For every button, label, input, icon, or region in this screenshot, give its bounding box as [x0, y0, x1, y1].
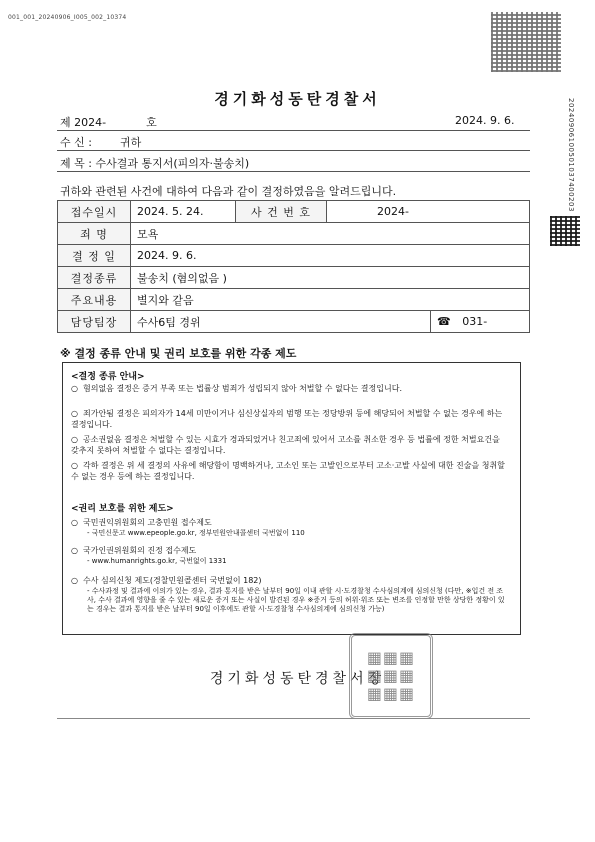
qr-code [491, 12, 561, 72]
received-label: 접수일시 [58, 201, 131, 223]
recipient: 수 신 : 귀하 [60, 136, 142, 149]
list-item: ○ 국민권익위원회의 고충민원 접수제도 [71, 518, 212, 527]
case-no-value: 2024- [327, 201, 530, 223]
document-id: 001_001_20240906_I005_002_10374 [8, 14, 127, 21]
phone-icon: ☎ [437, 315, 451, 328]
guide-heading: <결정 종류 안내> [71, 372, 145, 382]
divider [57, 130, 530, 131]
list-item: ○ 각하 결정은 위 세 결정의 사유에 해당함이 명백하거나, 고소인 또는 고발인으로부터 고소·고발 사실에 대한 진술을 청취할 수 없는 경우 등에 하는 결정입니다. [71, 461, 505, 481]
divider [57, 150, 530, 151]
list-item-detail: - 수사과정 및 결과에 이의가 있는 경우, 결과 통지를 받은 날부터 90일 이내 관할 시·도경찰청 수사심의계에 심의신청 (다만, ※입건 전 조사, 수사 결과에 영향을 줄 수 있는 새로운 증거 또는 사실이 발견된 경우 ※증거 등의 허위·위조 또는 변조를 인정할 만한 상당한 정황이 있는 경우는 결과 통지를 받은 날부터 90일 이후에도 관할 시·도경찰청 수사심의계에 심의신청 가능) [87, 587, 505, 613]
intro-text: 귀하와 관련된 사건에 대하여 다음과 같이 결정하였음을 알려드립니다. [60, 185, 397, 198]
list-item: ○ 국가인권위원회의 진정 접수제도 [71, 546, 197, 555]
decision-date-label: 결 정 일 [58, 245, 131, 267]
subject: 제 목 : 수사결과 통지서(피의자·불송치) [60, 157, 250, 170]
main-content-value: 별지와 같음 [131, 289, 530, 311]
decision-type-value: 불송치 (혐의없음 ) [131, 267, 530, 289]
doc-number: 제 2024- 호 [60, 116, 157, 129]
list-item: ○ 죄가안됨 결정은 피의자가 14세 미만이거나 심신상실자의 범행 또는 정당방위 등에 해당되어 처벌할 수 없는 경우에 하는 결정입니다. [71, 409, 503, 429]
official-seal-stamp: ▦▦▦ ▦▦▦ ▦▦▦ [349, 633, 433, 719]
decision-date-value: 2024. 9. 6. [131, 245, 530, 267]
main-content-label: 주요내용 [58, 289, 131, 311]
rights-heading: <권리 보호를 위한 제도> [71, 504, 174, 514]
issuer-name: 경기화성동탄경찰서장 [209, 671, 386, 687]
notice-box [62, 362, 521, 635]
doc-date: 2024. 9. 6. [455, 114, 515, 127]
side-barcode-number: 20240906100501037400203 [567, 98, 575, 212]
list-item: ○ 수사 심의신청 제도(경찰민원콜센터 국번없이 182) [71, 576, 262, 585]
side-qr-code [550, 216, 580, 246]
notice-title: ※ 결정 종류 안내 및 권리 보호를 위한 각종 제도 [60, 347, 297, 360]
case-info-table [57, 200, 530, 333]
divider [57, 718, 530, 719]
phone-value: 031- [462, 315, 488, 328]
list-item-detail: - www.humanrights.go.kr, 국번없이 1331 [87, 557, 227, 565]
list-item: ○ 공소권없음 결정은 처벌할 수 있는 시효가 경과되었거나 친고죄에 있어서 고소를 취소한 경우 등 법률에 정한 처벌요건을 갖추지 못하여 처벌할 수 없다는 결정입니다. [71, 435, 500, 455]
charge-value: 모욕 [131, 223, 530, 245]
decision-type-label: 결정종류 [58, 267, 131, 289]
received-value: 2024. 5. 24. [131, 201, 236, 223]
divider [57, 171, 530, 172]
phone-cell [431, 311, 530, 333]
officer-value: 수사6팀 경위 [131, 311, 431, 333]
document-title: 경기화성동탄경찰서 [214, 90, 381, 108]
list-item-detail: - 국민신문고 www.epeople.go.kr, 정부민원안내콜센터 국번없이 110 [87, 529, 305, 537]
officer-label: 담당팀장 [58, 311, 131, 333]
charge-label: 죄 명 [58, 223, 131, 245]
list-item: ○ 혐의없음 결정은 증거 부족 또는 법률상 범죄가 성립되지 않아 처벌할 수 없다는 결정입니다. [71, 384, 402, 393]
case-no-label: 사 건 번 호 [236, 201, 327, 223]
